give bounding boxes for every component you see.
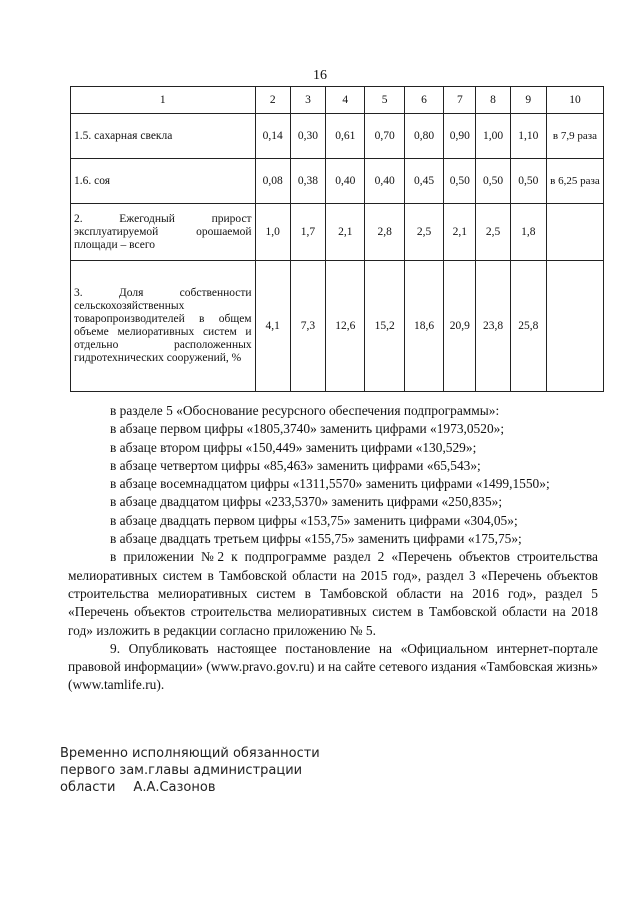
table-cell: 0,30 — [290, 114, 325, 159]
table-cell: 0,40 — [365, 159, 404, 204]
signature-block — [60, 745, 380, 796]
paragraph: 9. Опубликовать настоящее постановление на «Официальном интернет-портале правовой информации» (www.pravo.gov.ru) и на сайте сетевого издания «Тамбовская жизнь» (www.tamlife.ru). — [68, 640, 598, 693]
header-cell: 2 — [255, 87, 290, 114]
table-cell: 0,80 — [404, 114, 443, 159]
table-cell: 1,8 — [510, 204, 546, 261]
table-cell: 0,50 — [476, 159, 510, 204]
table-cell: 20,9 — [444, 261, 476, 392]
paragraph: в абзаце двадцать третьем цифры «155,75» заменить цифрами «175,75»; — [110, 531, 522, 547]
header-cell: 3 — [290, 87, 325, 114]
table-note — [546, 261, 603, 392]
table-cell: 2,5 — [476, 204, 510, 261]
table-cell: 2,1 — [444, 204, 476, 261]
table-cell: 12,6 — [326, 261, 365, 392]
row-label: 1.5. сахарная свекла — [71, 114, 256, 159]
paragraph: в абзаце первом цифры «1805,3740» заменить цифрами «1973,0520»; — [110, 421, 505, 437]
header-cell: 5 — [365, 87, 404, 114]
table-cell: 0,50 — [510, 159, 546, 204]
table-cell: 0,70 — [365, 114, 404, 159]
paragraph: в приложении №2 к подпрограмме раздел 2 «Перечень объектов строительства мелиоративных систем в Тамбовской области на 2015 год», раздел 3 «Перечень объектов строительства мелиоративных систем в Тамбовской области на 2016 год», раздел 5 «Перечень объектов строительства мелиоративных систем в Тамбовской области на 2018 год» изложить в редакции согласно приложению № 5. — [68, 549, 598, 638]
paragraph: в абзаце втором цифры «150,449» заменить цифрами «130,529»; — [110, 439, 477, 455]
document-body — [68, 402, 598, 695]
header-cell: 8 — [476, 87, 510, 114]
table-note: в 7,9 раза — [546, 114, 603, 159]
table-cell: 0,90 — [444, 114, 476, 159]
paragraph: в абзаце восемнадцатом цифры «1311,5570» заменить цифрами «1499,1550»; — [110, 476, 550, 492]
table-cell: 0,14 — [255, 114, 290, 159]
header-cell: 6 — [404, 87, 443, 114]
header-cell: 7 — [444, 87, 476, 114]
table-row — [71, 114, 604, 159]
signatory-name: А.А.Сазонов — [133, 780, 216, 795]
paragraph: в разделе 5 «Обоснование ресурсного обеспечения подпрограммы»: — [110, 403, 500, 418]
signature-region: области — [60, 780, 116, 795]
table-cell: 4,1 — [255, 261, 290, 392]
table-cell: 1,00 — [476, 114, 510, 159]
paragraph: в абзаце двадцать первом цифры «153,75» заменить цифрами «304,05»; — [110, 512, 518, 528]
paragraph: в абзаце двадцатом цифры «233,5370» заменить цифрами «250,835»; — [110, 494, 503, 510]
table-cell: 18,6 — [404, 261, 443, 392]
table-note: в 6,25 раза — [546, 159, 603, 204]
header-cell: 9 — [510, 87, 546, 114]
table-cell: 25,8 — [510, 261, 546, 392]
table-cell: 1,7 — [290, 204, 325, 261]
header-cell: 10 — [546, 87, 603, 114]
table-row — [71, 261, 604, 392]
table-cell: 2,5 — [404, 204, 443, 261]
table-cell: 2,8 — [365, 204, 404, 261]
page-number: 16 — [313, 68, 327, 83]
table-cell: 2,1 — [326, 204, 365, 261]
signature-title-line: Временно исполняющий обязанности — [60, 746, 320, 761]
table-cell: 1,0 — [255, 204, 290, 261]
table-cell: 15,2 — [365, 261, 404, 392]
row-label: 1.6. соя — [71, 159, 256, 204]
table-header-row — [71, 87, 604, 114]
table-cell: 0,08 — [255, 159, 290, 204]
table-cell: 0,38 — [290, 159, 325, 204]
signature-title-line: первого зам.главы администрации — [60, 763, 303, 778]
table-cell: 0,61 — [326, 114, 365, 159]
table-cell: 0,45 — [404, 159, 443, 204]
paragraph: в абзаце четвертом цифры «85,463» заменить цифрами «65,543»; — [110, 457, 481, 473]
table-cell: 23,8 — [476, 261, 510, 392]
table-note — [546, 204, 603, 261]
table-row — [71, 159, 604, 204]
table-cell: 1,10 — [510, 114, 546, 159]
indicators-table — [70, 86, 604, 392]
signature-name-line — [60, 779, 380, 796]
header-cell: 1 — [71, 87, 256, 114]
row-label: 3. Доля собственности сельскохозяйственных товаропроизводителей в общем объеме мелиоративных систем и отдельно расположенных гидротехнических сооружений, % — [71, 261, 256, 392]
header-cell: 4 — [326, 87, 365, 114]
table-cell: 7,3 — [290, 261, 325, 392]
table-cell: 0,50 — [444, 159, 476, 204]
row-label: 2. Ежегодный прирост эксплуатируемой орошаемой площади – всего — [71, 204, 256, 261]
table-row — [71, 204, 604, 261]
table-cell: 0,40 — [326, 159, 365, 204]
